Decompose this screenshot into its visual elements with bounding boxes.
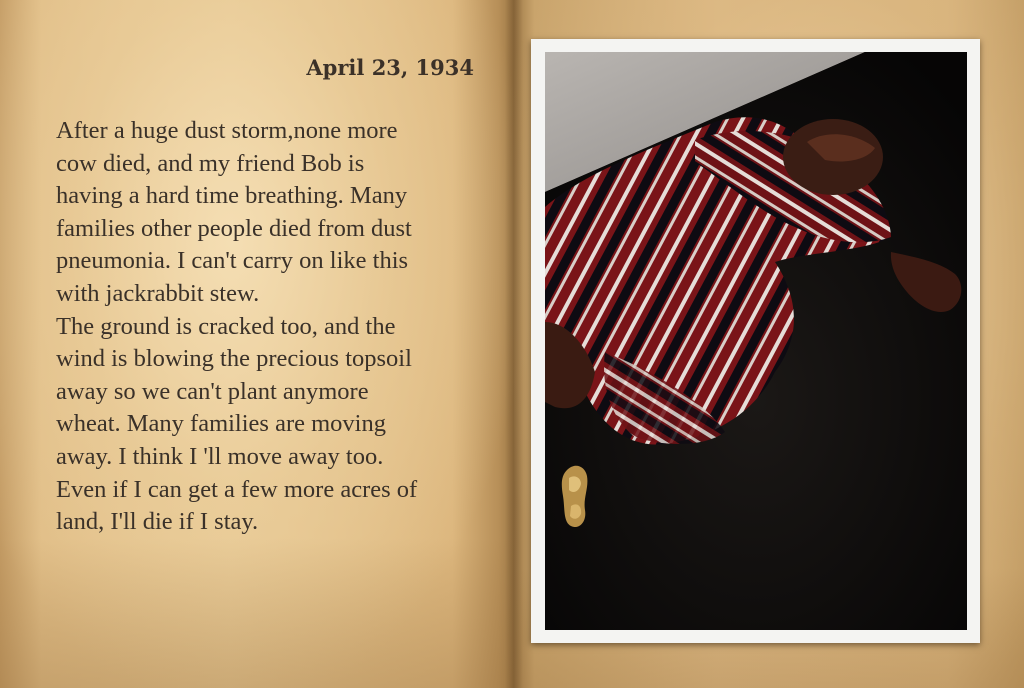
entry-paragraph-2: The ground is cracked too, and the wind is blowing the precious topsoil away so we can't plant anymore wheat. Many families are moving away. I think I 'll move away too. Even if I can get a few more acres of land, I'll die if I stay. — [56, 312, 418, 536]
entry-date: April 23, 1934 — [306, 55, 474, 80]
book-gutter — [505, 0, 523, 688]
photo-frame — [531, 39, 980, 643]
photo — [545, 52, 967, 630]
photo-illustration — [545, 52, 967, 630]
toy-object — [562, 466, 588, 527]
entry-paragraph-1: After a huge dust storm,none more cow died, and my friend Bob is having a hard time breathing. Many families other people died from dust pneumonia. I can't carry on like this with jackrabbit stew. — [56, 117, 412, 307]
entry-text — [56, 115, 486, 539]
